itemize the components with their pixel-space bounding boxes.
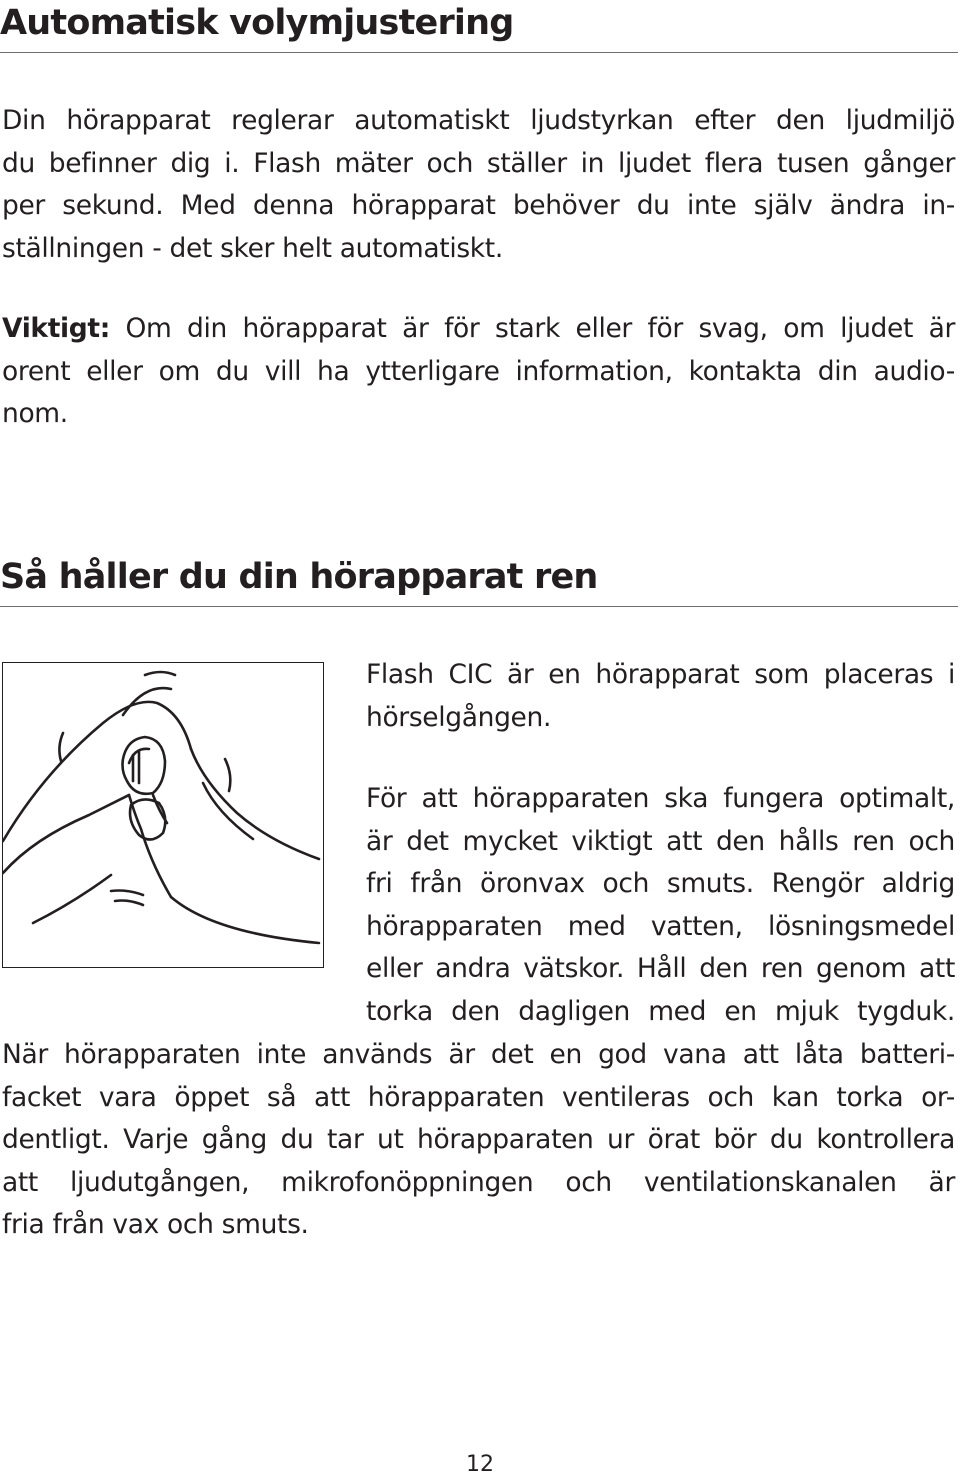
text-line: dentligt. Varje gång du tar ut hörapparaten ur örat bör du kontrollera: [2, 1124, 955, 1155]
text-line: fria från vax och smuts.: [2, 1209, 309, 1240]
intro-paragraph: [2, 100, 955, 270]
section-title-volume: Automatisk volymjustering: [0, 3, 514, 43]
text-line: [2, 308, 955, 351]
section-title-cleaning: Så håller du din hörapparat ren: [0, 557, 598, 597]
important-label: Viktigt:: [2, 313, 110, 344]
text-line: När hörapparaten inte används är det en god vana att låta batteri-: [2, 1039, 955, 1070]
text-line: orent eller om du vill ha ytterligare information, kontakta din audio-: [2, 355, 955, 387]
hand-holding-hearing-aid-icon: [3, 663, 322, 966]
full-width-paragraph: [2, 1034, 955, 1247]
text-line: Flash CIC är en hörapparat som placeras i: [366, 659, 955, 690]
text-line: du befinner dig i. Flash mäter och ställer in ljudet flera tusen gånger: [2, 147, 955, 179]
text-line: facket vara öppet så att hörapparaten ventileras och kan torka or-: [2, 1081, 955, 1113]
text-line: hörapparaten med vatten, lösningsmedel: [366, 910, 955, 942]
text-line: ställningen - det sker helt automatiskt.: [2, 232, 503, 264]
text-line: Din hörapparat reglerar automatiskt ljudstyrkan efter den ljudmiljö: [2, 105, 955, 136]
side-paragraph-1: [366, 654, 955, 739]
side-paragraph-2: [366, 778, 955, 1033]
text-line: För att hörapparaten ska fungera optimalt,: [366, 783, 955, 814]
text-line: hörselgången.: [366, 701, 552, 733]
title-rule: [0, 52, 958, 53]
text-line: är det mycket viktigt att den hålls ren och: [366, 825, 955, 857]
text-line: att ljudutgången, mikrofonöppningen och ventilationskanalen är: [2, 1166, 955, 1198]
title-rule: [0, 606, 958, 607]
important-paragraph: [2, 308, 955, 436]
text-line: eller andra vätskor. Håll den ren genom att: [366, 953, 955, 984]
text-line: per sekund. Med denna hörapparat behöver du inte själv ändra in-: [2, 190, 955, 221]
hand-cleaning-illustration: [2, 662, 324, 968]
text-line: torka den dagligen med en mjuk tygduk.: [366, 995, 955, 1027]
important-text: Om din hörapparat är för stark eller för svag, om ljudet är: [125, 313, 956, 344]
text-line: fri från öronvax och smuts. Rengör aldrig: [366, 868, 955, 899]
text-line: nom.: [2, 398, 68, 429]
page-number: 12: [466, 1452, 494, 1477]
